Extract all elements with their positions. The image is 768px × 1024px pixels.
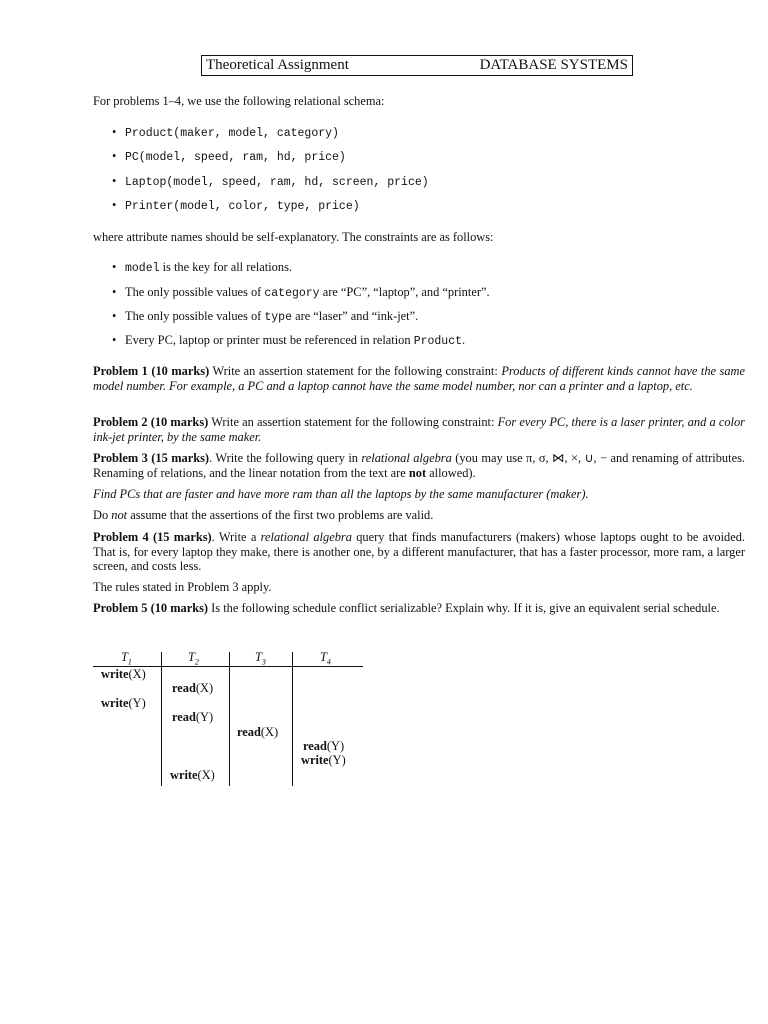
problem-3-query: Find PCs that are faster and have more ram than all the laptops by the same manufacturer (maker). bbox=[93, 487, 589, 501]
problem-2: Problem 2 (10 marks) Write an assertion statement for the following constraint: For every PC, there is a laser printer, and a color ink-jet printer, by the same maker. bbox=[93, 415, 745, 444]
schedule-column-divider bbox=[229, 652, 230, 786]
problem-5-title: Problem 5 (10 marks) bbox=[93, 601, 209, 615]
schedule-op: write(Y) bbox=[101, 696, 146, 710]
schema-item: • Printer(model, color, type, price) bbox=[112, 198, 360, 213]
constraints-intro: where attribute names should be self-explanatory. The constraints are as follows: bbox=[93, 230, 494, 244]
schema-pc: PC(model, speed, ram, hd, price) bbox=[125, 151, 346, 164]
problem-4-rules: The rules stated in Problem 3 apply. bbox=[93, 580, 272, 594]
problem-4-title: Problem 4 (15 marks) bbox=[93, 530, 212, 544]
intro-paragraph: For problems 1–4, we use the following relational schema: bbox=[93, 94, 385, 108]
schema-laptop: Laptop(model, speed, ram, hd, screen, price) bbox=[125, 176, 429, 189]
problem-3-title: Problem 3 (15 marks) bbox=[93, 451, 210, 465]
problem-1-title: Problem 1 (10 marks) bbox=[93, 364, 210, 378]
schedule-column-divider bbox=[292, 652, 293, 786]
problem-1: Problem 1 (10 marks) Write an assertion statement for the following constraint: Products of different kinds cannot have the same model number. For example, a PC and a laptop cannot have the same model number, nor can a printer and a laptop, etc. bbox=[93, 364, 745, 393]
problem-3-note: Do not assume that the assertions of the first two problems are valid. bbox=[93, 508, 434, 522]
header-box bbox=[201, 55, 633, 76]
schedule-header-t4: $T_4$ bbox=[320, 650, 331, 667]
schedule-op: read(Y) bbox=[303, 739, 345, 753]
schema-product: Product(maker, model, category) bbox=[125, 127, 339, 140]
schedule-op: write(Y) bbox=[301, 753, 346, 767]
schedule-table bbox=[93, 650, 363, 790]
constraint-item: • model is the key for all relations. bbox=[112, 260, 292, 275]
schedule-column-divider bbox=[161, 652, 162, 786]
schema-item: • Laptop(model, speed, ram, hd, screen, price) bbox=[112, 174, 429, 189]
schedule-header-t1: $T_1$ bbox=[121, 650, 132, 667]
problem-5: Problem 5 (10 marks) Is the following schedule conflict serializable? Explain why. If it is, give an equivalent serial schedule. bbox=[93, 601, 720, 615]
course-title: DATABASE SYSTEMS bbox=[479, 57, 628, 73]
schedule-header-t2: $T_2$ bbox=[188, 650, 199, 667]
schema-item: • PC(model, speed, ram, hd, price) bbox=[112, 149, 346, 164]
schema-item: • Product(maker, model, category) bbox=[112, 125, 339, 140]
constraint-item: • The only possible values of category are “PC”, “laptop”, and “printer”. bbox=[112, 285, 490, 300]
constraint-item: • The only possible values of type are “laser” and “ink-jet”. bbox=[112, 309, 419, 324]
schedule-op: read(X) bbox=[172, 681, 214, 695]
constraint-item: • Every PC, laptop or printer must be referenced in relation Product. bbox=[112, 333, 466, 348]
problem-4: Problem 4 (15 marks). Write a relational algebra query that finds manufacturers (makers) whose laptops ought to be avoided. That is, for every laptop they make, there is another one, by a different manufacturer, that has a faster processor, more ram, a larger screen, and costs less. bbox=[93, 530, 746, 573]
schedule-header-t3: $T_3$ bbox=[255, 650, 266, 667]
problem-2-title: Problem 2 (10 marks) bbox=[93, 415, 209, 429]
schedule-op: write(X) bbox=[170, 768, 215, 782]
schedule-op: read(X) bbox=[237, 725, 279, 739]
assignment-title: Theoretical Assignment bbox=[206, 57, 349, 73]
schema-printer: Printer(model, color, type, price) bbox=[125, 200, 360, 213]
schedule-op: write(X) bbox=[101, 667, 146, 681]
problem-3: Problem 3 (15 marks). Write the following query in relational algebra (you may use π, σ, ⋈, ×, ∪, − and renaming of attributes. Renaming of relations, and the linear notation from the text are not allowed). bbox=[93, 451, 745, 480]
schedule-op: read(Y) bbox=[172, 710, 214, 724]
